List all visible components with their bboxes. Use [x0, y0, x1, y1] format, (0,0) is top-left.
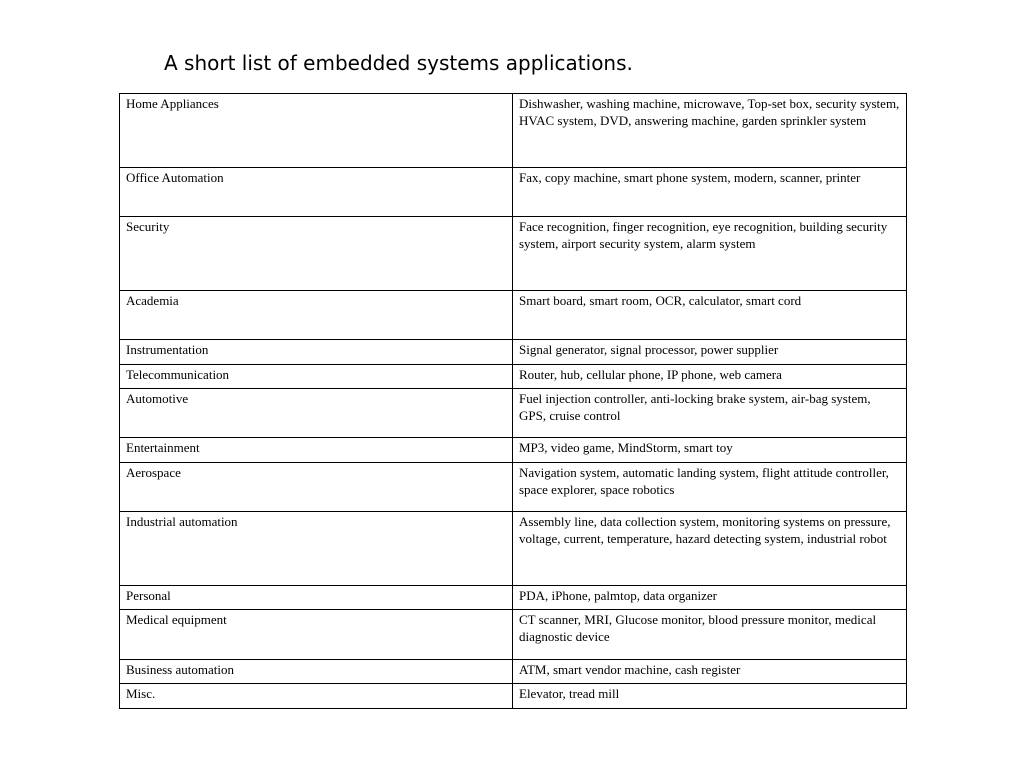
table-row [120, 340, 907, 365]
examples-cell: Assembly line, data collection system, monitoring systems on pressure, voltage, current, temperature, hazard detecting system, industrial robot [513, 512, 907, 586]
category-cell: Medical equipment [120, 610, 513, 660]
table-row [120, 512, 907, 586]
category-cell: Aerospace [120, 463, 513, 512]
category-cell: Entertainment [120, 438, 513, 463]
category-cell: Automotive [120, 389, 513, 438]
category-cell: Office Automation [120, 168, 513, 217]
examples-cell: Router, hub, cellular phone, IP phone, web camera [513, 365, 907, 389]
category-cell: Security [120, 217, 513, 291]
examples-cell: Navigation system, automatic landing system, flight attitude controller, space explorer, space robotics [513, 463, 907, 512]
examples-cell: Face recognition, finger recognition, eye recognition, building security system, airport security system, alarm system [513, 217, 907, 291]
table-row [120, 660, 907, 684]
examples-cell: PDA, iPhone, palmtop, data organizer [513, 586, 907, 610]
table-row [120, 463, 907, 512]
category-cell: Misc. [120, 684, 513, 709]
examples-cell: MP3, video game, MindStorm, smart toy [513, 438, 907, 463]
table-row [120, 94, 907, 168]
table-row [120, 365, 907, 389]
category-cell: Industrial automation [120, 512, 513, 586]
table-row [120, 389, 907, 438]
examples-cell: ATM, smart vendor machine, cash register [513, 660, 907, 684]
applications-table [119, 93, 907, 709]
category-cell: Academia [120, 291, 513, 340]
examples-cell: Smart board, smart room, OCR, calculator, smart cord [513, 291, 907, 340]
slide-title: A short list of embedded systems applications. [164, 51, 633, 75]
examples-cell: Fuel injection controller, anti-locking brake system, air-bag system, GPS, cruise control [513, 389, 907, 438]
examples-cell: Fax, copy machine, smart phone system, modern, scanner, printer [513, 168, 907, 217]
table-row [120, 684, 907, 709]
category-cell: Home Appliances [120, 94, 513, 168]
table-row [120, 291, 907, 340]
category-cell: Telecommunication [120, 365, 513, 389]
examples-cell: Signal generator, signal processor, power supplier [513, 340, 907, 365]
table-row [120, 586, 907, 610]
table-row [120, 438, 907, 463]
table-row [120, 168, 907, 217]
category-cell: Personal [120, 586, 513, 610]
table-row [120, 217, 907, 291]
table-row [120, 610, 907, 660]
category-cell: Instrumentation [120, 340, 513, 365]
examples-cell: Dishwasher, washing machine, microwave, Top-set box, security system, HVAC system, DVD, answering machine, garden sprinkler system [513, 94, 907, 168]
category-cell: Business automation [120, 660, 513, 684]
examples-cell: CT scanner, MRI, Glucose monitor, blood pressure monitor, medical diagnostic device [513, 610, 907, 660]
examples-cell: Elevator, tread mill [513, 684, 907, 709]
